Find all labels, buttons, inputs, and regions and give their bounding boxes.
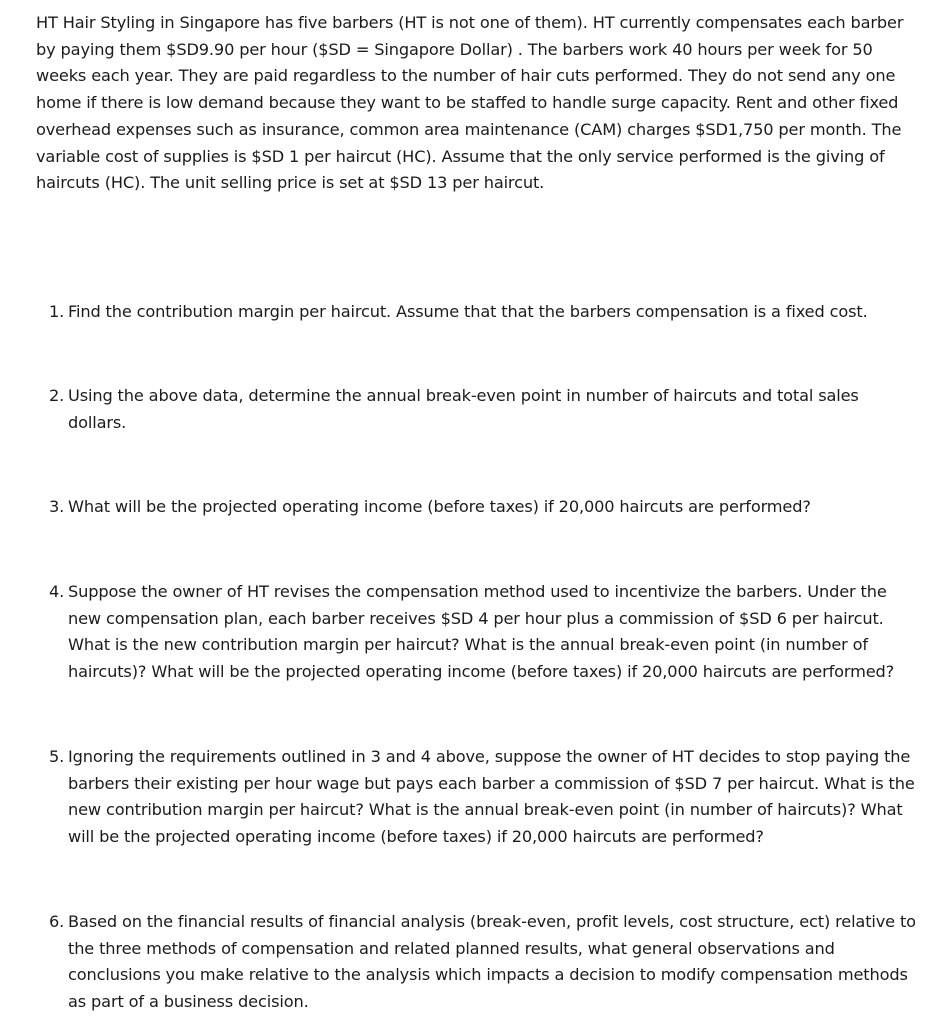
question-text-line: haircuts)? What will be the projected operating income (before taxes) if 20,000 haircuts are performed? bbox=[68, 662, 895, 682]
question-text-line: the three methods of compensation and related planned results, what general observations and bbox=[68, 938, 835, 958]
question-6 bbox=[49, 909, 916, 1016]
intro-line: by paying them $SD9.90 per hour ($SD = Singapore Dollar) . The barbers work 40 hours per week for 50 bbox=[36, 39, 873, 59]
question-number: 4. bbox=[49, 582, 65, 601]
intro-line: home if there is low demand because they want to be staffed to handle surge capacity. Rent and other fixed bbox=[36, 93, 899, 113]
intro-paragraph bbox=[36, 10, 904, 197]
question-text-line: conclusions you make relative to the analysis which impacts a decision to modify compensation methods bbox=[68, 965, 908, 985]
question-5 bbox=[49, 744, 915, 851]
question-number: 2. bbox=[49, 386, 65, 405]
question-text-line: Ignoring the requirements outlined in 3 and 4 above, suppose the owner of HT decides to stop paying the bbox=[68, 747, 911, 766]
intro-line: overhead expenses such as insurance, common area maintenance (CAM) charges $SD1,750 per month. The bbox=[36, 119, 902, 139]
intro-line: variable cost of supplies is $SD 1 per haircut (HC). Assume that the only service performed is the giving of bbox=[36, 146, 885, 166]
intro-line: weeks each year. They are paid regardless to the number of hair cuts performed. They do not send any one bbox=[36, 66, 896, 86]
question-text-line: Find the contribution margin per haircut. Assume that that the barbers compensation is a fixed cost. bbox=[68, 302, 868, 321]
question-text-line: dollars. bbox=[68, 412, 127, 432]
question-number: 3. bbox=[49, 497, 65, 516]
question-number: 1. bbox=[49, 302, 65, 321]
question-3 bbox=[49, 494, 909, 521]
question-text-line: as part of a business decision. bbox=[68, 992, 309, 1012]
question-1 bbox=[49, 299, 909, 326]
question-number: 5. bbox=[49, 747, 65, 766]
question-text-line: What will be the projected operating income (before taxes) if 20,000 haircuts are performed? bbox=[68, 497, 811, 516]
intro-line: haircuts (HC). The unit selling price is set at $SD 13 per haircut. bbox=[36, 173, 545, 193]
question-4 bbox=[49, 579, 909, 686]
intro-line: HT Hair Styling in Singapore has five barbers (HT is not one of them). HT currently compensates each barber bbox=[36, 13, 904, 32]
question-text-line: barbers their existing per hour wage but pays each barber a commission of $SD 7 per haircut. What is the bbox=[68, 773, 915, 793]
question-text-line: What is the new contribution margin per haircut? What is the annual break-even point (in number of bbox=[68, 635, 868, 655]
question-text-line: Based on the financial results of financial analysis (break-even, profit levels, cost structure, ect) relative to bbox=[68, 912, 916, 931]
question-text-line: Using the above data, determine the annual break-even point in number of haircuts and total sales bbox=[68, 386, 859, 405]
question-text-line: will be the projected operating income (before taxes) if 20,000 haircuts are performed? bbox=[68, 827, 764, 847]
question-number: 6. bbox=[49, 912, 65, 931]
question-2 bbox=[49, 383, 909, 436]
question-text-line: new contribution margin per haircut? What is the annual break-even point (in number of haircuts)? What bbox=[68, 800, 903, 820]
question-text-line: new compensation plan, each barber receives $SD 4 per hour plus a commission of $SD 6 per haircut. bbox=[68, 608, 884, 628]
question-text-line: Suppose the owner of HT revises the compensation method used to incentivize the barbers. Under the bbox=[68, 582, 887, 601]
